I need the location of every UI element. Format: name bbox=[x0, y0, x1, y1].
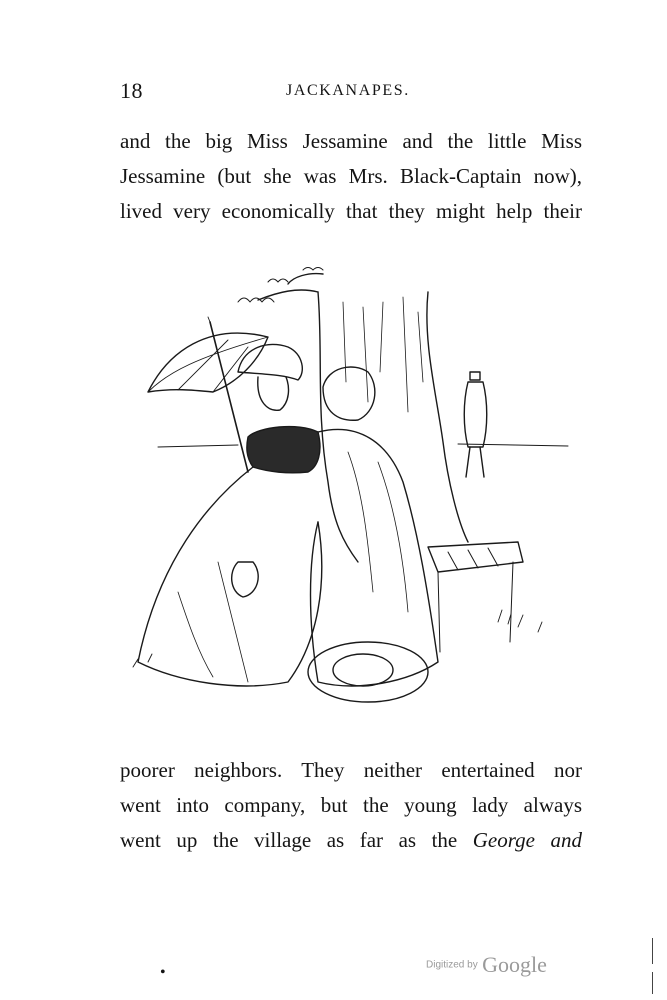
text-italic: George and bbox=[472, 828, 582, 852]
page-number: 18 bbox=[120, 78, 143, 103]
text-line: poorer neighbors. They neither entertained nor bbox=[120, 758, 582, 782]
text-block-top bbox=[120, 124, 582, 229]
text-line: and the big Miss Jessamine and the little Miss bbox=[120, 129, 582, 153]
running-head: JACKANAPES. bbox=[286, 82, 410, 99]
text-line: lived very economically that they might help their bbox=[120, 199, 582, 223]
digitized-watermark bbox=[426, 952, 547, 978]
text-block-bottom bbox=[120, 753, 582, 858]
edge-mark bbox=[652, 938, 653, 964]
illustration-ladies-on-bench bbox=[118, 262, 583, 717]
text-plain: went up the village as far as the bbox=[120, 828, 473, 852]
text-line-last bbox=[120, 823, 582, 858]
edge-mark bbox=[652, 972, 653, 994]
footer-bullet: • bbox=[160, 964, 166, 981]
watermark-small-text: Digitized by bbox=[426, 959, 478, 971]
text-line: Jessamine (but she was Mrs. Black-Captain now), bbox=[120, 164, 582, 188]
text-line: went into company, but the young lady always bbox=[120, 793, 582, 817]
watermark-brand: Google bbox=[482, 952, 547, 977]
